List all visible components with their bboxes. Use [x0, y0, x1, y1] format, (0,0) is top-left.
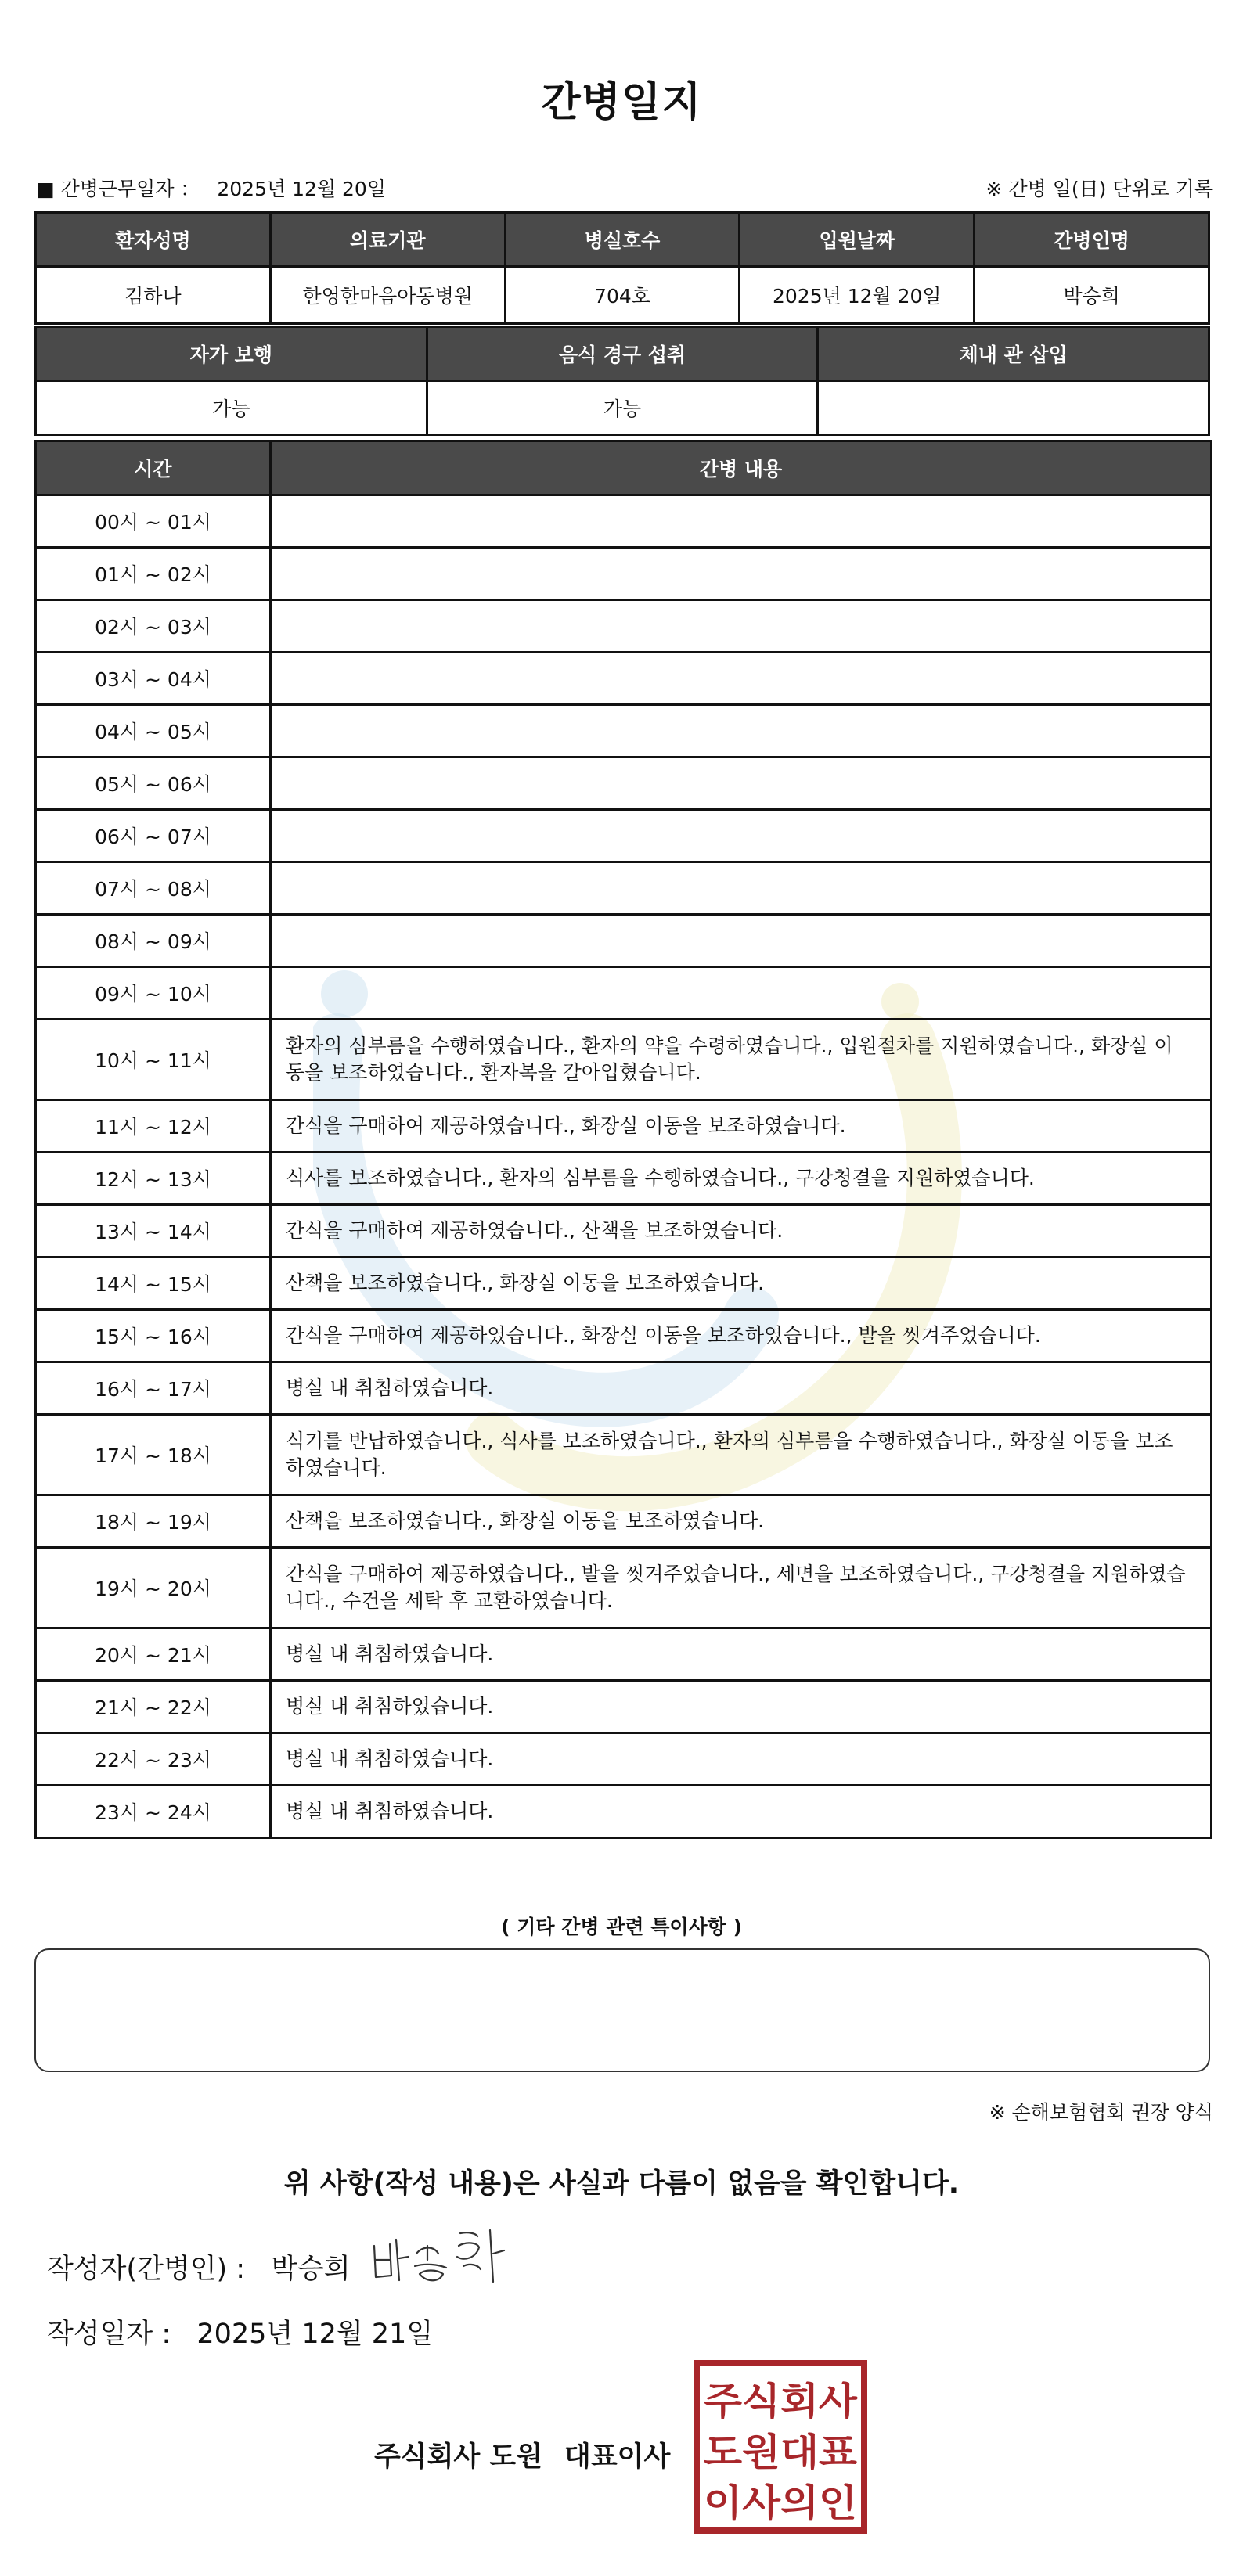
- header-oral-intake: 음식 경구 섭취: [427, 327, 818, 381]
- table-row: [36, 862, 1212, 915]
- work-date-label: ■ 간병근무일자 ：: [36, 178, 200, 200]
- log-time: 18시 ~ 19시: [36, 1495, 271, 1548]
- self-walking-value: 가능: [36, 381, 427, 435]
- log-note: [271, 915, 1212, 967]
- special-notes-box: [34, 1948, 1210, 2072]
- log-time: 00시 ~ 01시: [36, 495, 271, 548]
- log-note: 산책을 보조하였습니다., 화장실 이동을 보조하였습니다.: [271, 1257, 1212, 1310]
- log-time: 14시 ~ 15시: [36, 1257, 271, 1310]
- log-note: 식사를 보조하였습니다., 환자의 심부름을 수행하였습니다., 구강청결을 지원하였습니다.: [271, 1153, 1212, 1205]
- header-hospital: 의료기관: [270, 213, 505, 267]
- table-row: [36, 810, 1212, 862]
- table-row: [36, 1205, 1212, 1257]
- log-time: 23시 ~ 24시: [36, 1786, 271, 1838]
- writer-name: 박승희: [271, 2254, 351, 2285]
- room-number: 704호: [505, 267, 740, 324]
- table-row: [36, 495, 1212, 548]
- log-note: [271, 548, 1212, 600]
- log-note: 간식을 구매하여 제공하였습니다., 산책을 보조하였습니다.: [271, 1205, 1212, 1257]
- table-row: [36, 1257, 1212, 1310]
- log-time: 17시 ~ 18시: [36, 1415, 271, 1495]
- log-note: 간식을 구매하여 제공하였습니다., 화장실 이동을 보조하였습니다.: [271, 1100, 1212, 1153]
- hospital-name: 한영한마음아동병원: [270, 267, 505, 324]
- admission-date: 2025년 12월 20일: [740, 267, 975, 324]
- log-note: 환자의 심부름을 수행하였습니다., 환자의 약을 수령하였습니다., 입원절차를 지원하였습니다., 화장실 이동을 보조하였습니다., 환자복을 갈아입혔습니다.: [271, 1020, 1212, 1100]
- log-note: [271, 862, 1212, 915]
- table-row: [36, 1153, 1212, 1205]
- log-note: 병실 내 취침하였습니다.: [271, 1362, 1212, 1415]
- log-time: 12시 ~ 13시: [36, 1153, 271, 1205]
- table-row: [36, 653, 1212, 705]
- log-note: 간식을 구매하여 제공하였습니다., 화장실 이동을 보조하였습니다., 발을 씻겨주었습니다.: [271, 1310, 1212, 1362]
- caregiver-name: 박승희: [975, 267, 1209, 324]
- writer-line: [47, 2247, 351, 2286]
- log-note: [271, 705, 1212, 757]
- table-row: [36, 1786, 1212, 1838]
- log-time: 01시 ~ 02시: [36, 548, 271, 600]
- header-time: 시간: [36, 441, 271, 495]
- company-line: [374, 2435, 670, 2474]
- work-date-line: [36, 174, 386, 202]
- table-row: [36, 1100, 1212, 1153]
- log-note: 병실 내 취침하였습니다.: [271, 1786, 1212, 1838]
- header-patient-name: 환자성명: [36, 213, 271, 267]
- table-row: [36, 757, 1212, 810]
- table-row: [36, 1362, 1212, 1415]
- table-row: [36, 600, 1212, 653]
- log-note: [271, 653, 1212, 705]
- patient-name: 김하나: [36, 267, 271, 324]
- log-time: 03시 ~ 04시: [36, 653, 271, 705]
- log-time: 06시 ~ 07시: [36, 810, 271, 862]
- write-date-value: 2025년 12월 21일: [196, 2319, 434, 2350]
- log-note: [271, 600, 1212, 653]
- write-date-line: [47, 2312, 433, 2351]
- seal-line-1: 주식회사: [704, 2380, 858, 2423]
- log-note: 산책을 보조하였습니다., 화장실 이동을 보조하였습니다.: [271, 1495, 1212, 1548]
- writer-label: 작성자(간병인) :: [47, 2254, 246, 2285]
- special-notes-label: ( 기타 간병 관련 특이사항 ): [501, 1916, 742, 1938]
- header-tube-insertion: 체내 관 삽입: [818, 327, 1209, 381]
- work-date-value: 2025년 12월 20일: [217, 178, 386, 200]
- log-time: 19시 ~ 20시: [36, 1548, 271, 1628]
- log-note: 병실 내 취침하였습니다.: [271, 1733, 1212, 1786]
- table-row: [36, 967, 1212, 1020]
- table-row: [36, 1310, 1212, 1362]
- seal-line-3: 이사의인: [704, 2481, 857, 2525]
- table-row: [36, 1020, 1212, 1100]
- log-time: 07시 ~ 08시: [36, 862, 271, 915]
- table-row: [36, 705, 1212, 757]
- oral-intake-value: 가능: [427, 381, 818, 435]
- log-time: 11시 ~ 12시: [36, 1100, 271, 1153]
- log-note: [271, 757, 1212, 810]
- log-note: [271, 967, 1212, 1020]
- table-row: [36, 1495, 1212, 1548]
- log-time: 20시 ~ 21시: [36, 1628, 271, 1681]
- header-self-walking: 자가 보행: [36, 327, 427, 381]
- confirmation-statement: 위 사항(작성 내용)은 사실과 다름이 없음을 확인합니다.: [283, 2168, 960, 2200]
- table-row: [36, 1681, 1212, 1733]
- log-time: 09시 ~ 10시: [36, 967, 271, 1020]
- log-note: [271, 495, 1212, 548]
- page-title: 간병일지: [541, 79, 702, 126]
- log-time: 21시 ~ 22시: [36, 1681, 271, 1733]
- log-time: 05시 ~ 06시: [36, 757, 271, 810]
- log-note: 간식을 구매하여 제공하였습니다., 발을 씻겨주었습니다., 세면을 보조하였습니다., 구강청결을 지원하였습니다., 수건을 세탁 후 교환하였습니다.: [271, 1548, 1212, 1628]
- log-time: 08시 ~ 09시: [36, 915, 271, 967]
- header-caregiver-name: 간병인명: [975, 213, 1209, 267]
- care-log-table: [34, 440, 1212, 1839]
- company-name: 주식회사 도원: [374, 2441, 543, 2473]
- log-time: 13시 ~ 14시: [36, 1205, 271, 1257]
- table-row: [36, 548, 1212, 600]
- log-note: [271, 810, 1212, 862]
- header-room: 병실호수: [505, 213, 740, 267]
- handwritten-signature: [368, 2222, 517, 2293]
- company-seal: [693, 2359, 868, 2535]
- header-admission-date: 입원날짜: [740, 213, 975, 267]
- table-row: [36, 1628, 1212, 1681]
- log-note: 병실 내 취침하였습니다.: [271, 1681, 1212, 1733]
- log-time: 04시 ~ 05시: [36, 705, 271, 757]
- unit-note: ※ 간병 일(日) 단위로 기록: [985, 178, 1213, 200]
- recommendation-note: ※ 손해보험협회 권장 양식: [989, 2101, 1213, 2124]
- patient-status-table: [34, 326, 1210, 436]
- log-time: 22시 ~ 23시: [36, 1733, 271, 1786]
- header-care-content: 간병 내용: [271, 441, 1212, 495]
- seal-line-2: 도원대표: [704, 2430, 858, 2474]
- write-date-label: 작성일자 :: [47, 2319, 171, 2350]
- company-title: 대표이사: [564, 2441, 671, 2473]
- table-row: [36, 1733, 1212, 1786]
- log-time: 10시 ~ 11시: [36, 1020, 271, 1100]
- log-time: 16시 ~ 17시: [36, 1362, 271, 1415]
- log-time: 15시 ~ 16시: [36, 1310, 271, 1362]
- log-time: 02시 ~ 03시: [36, 600, 271, 653]
- table-row: [36, 1415, 1212, 1495]
- tube-insertion-value: [818, 381, 1209, 435]
- patient-info-table: [34, 211, 1210, 325]
- table-row: [36, 915, 1212, 967]
- log-note: 병실 내 취침하였습니다.: [271, 1628, 1212, 1681]
- table-row: [36, 1548, 1212, 1628]
- log-note: 식기를 반납하였습니다., 식사를 보조하였습니다., 환자의 심부름을 수행하였습니다., 화장실 이동을 보조하였습니다.: [271, 1415, 1212, 1495]
